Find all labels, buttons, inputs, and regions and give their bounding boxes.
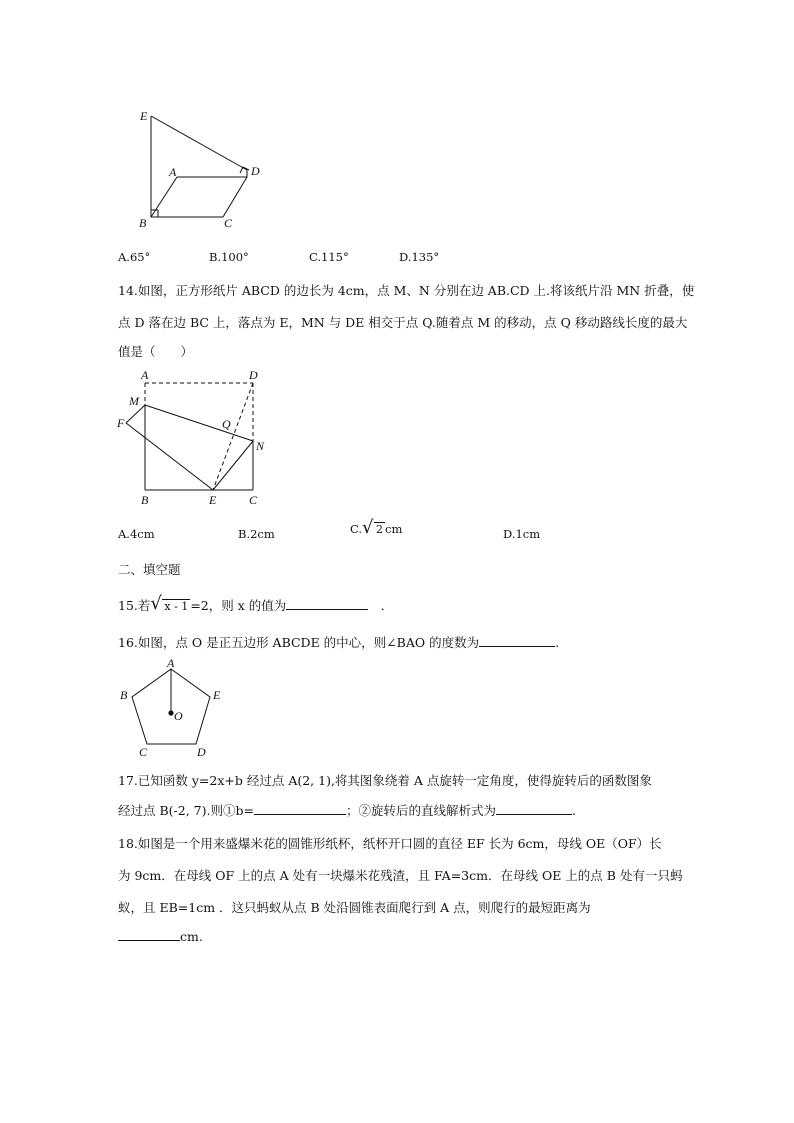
label-d: D — [249, 368, 258, 382]
sqrt-expression — [362, 517, 385, 538]
q15-prefix: 15.若 — [118, 598, 151, 613]
q14-choice-c — [350, 517, 403, 538]
q14-figure — [114, 366, 274, 511]
segment-en — [213, 441, 253, 490]
q17-text-c: . — [571, 803, 576, 818]
q18-suffix: cm. — [180, 929, 203, 944]
q17-line-2 — [118, 801, 576, 819]
q18-line-3: 蚁，且 EB=1cm ．这只蚂蚁从点 B 处沿圆锥表面爬行到 A 点，则爬行的最短距离为 — [118, 900, 591, 915]
q13-choice-a: A.65° — [118, 250, 151, 264]
label-e: E — [140, 109, 148, 123]
q14-choice-b: B.2cm — [238, 527, 275, 541]
q16-answer-blank[interactable] — [479, 633, 555, 647]
q17-answer-blank-1[interactable] — [254, 801, 346, 815]
label-a: A — [141, 368, 149, 382]
q16-figure — [112, 656, 237, 761]
sqrt-expression — [150, 593, 190, 614]
q16-line — [118, 633, 559, 651]
q15-suffix: ． — [380, 598, 394, 613]
q18-line-4 — [118, 927, 203, 944]
center-point-o — [168, 710, 173, 715]
right-angle-d-marker — [240, 167, 249, 173]
q14-choice-c-suffix: cm — [385, 522, 403, 536]
q15-radicand: x - 1 — [164, 600, 189, 613]
q18-line-1: 18.如图是一个用来盛爆米花的圆锥形纸杯，纸杯开口圆的直径 EF 长为 6cm，母线 OE（OF）长 — [118, 836, 662, 851]
q17-answer-blank-2[interactable] — [496, 801, 572, 815]
q13-choice-b: B.100° — [209, 250, 249, 264]
label-e: E — [209, 493, 217, 507]
q14-choice-a: A.4cm — [118, 527, 155, 541]
label-d: D — [197, 745, 206, 759]
dashed-de — [213, 383, 253, 490]
q16-text: 16.如图，点 O 是正五边形 ABCDE 的中心，则∠BAO 的度数为 — [118, 635, 480, 650]
q14-line-1: 14.如图，正方形纸片 ABCD 的边长为 4cm，点 M、N 分别在边 AB.CD 上.将该纸片沿 MN 折叠，使 — [118, 283, 695, 298]
q13-choice-c: C.115° — [309, 250, 349, 264]
label-o: O — [174, 709, 183, 723]
q17-text-b: ；②旋转后的直线解析式为 — [345, 803, 496, 818]
q14-choice-d: D.1cm — [503, 527, 541, 541]
label-c: C — [139, 745, 148, 759]
q14-choice-c-radicand: 2 — [376, 523, 384, 536]
label-a: A — [169, 165, 177, 179]
label-b: B — [141, 493, 149, 507]
q15-line — [118, 593, 394, 614]
segment-mn — [145, 405, 253, 441]
q14-line-3: 值是（ ） — [118, 344, 194, 359]
segment-fe — [126, 423, 213, 490]
q17-line-1: 17.已知函数 y=2x+b 经过点 A(2, 1),将其图象绕着 A 点旋转一定角度，使得旋转后的函数图象 — [118, 773, 652, 788]
label-b: B — [139, 216, 147, 230]
q14-line-2: 点 D 落在边 BC 上，落点为 E，MN 与 DE 相交于点 Q.随着点 M 的移动，点 Q 移动路线长度的最大 — [118, 315, 688, 330]
q13-figure — [134, 104, 264, 234]
label-c: C — [249, 493, 258, 507]
label-n: N — [256, 439, 265, 453]
segment-ab — [151, 177, 177, 217]
label-b: B — [120, 688, 128, 702]
label-a: A — [167, 656, 175, 670]
label-e: E — [213, 688, 221, 702]
label-q: Q — [222, 417, 231, 431]
sqrt-icon: √ — [150, 593, 162, 614]
q15-answer-blank[interactable] — [286, 596, 368, 610]
q13-choice-d: D.135° — [399, 250, 440, 264]
q15-middle: =2，则 x 的值为 — [190, 598, 287, 613]
sqrt-icon: √ — [362, 517, 374, 538]
segment-cd — [223, 177, 247, 217]
q16-suffix: . — [555, 635, 560, 650]
label-f: F — [117, 416, 125, 430]
section-title: 二、填空题 — [118, 562, 181, 577]
label-d: D — [251, 164, 260, 178]
q18-answer-blank[interactable] — [118, 927, 180, 941]
q14-choice-c-prefix: C. — [350, 522, 363, 536]
segment-ed — [151, 116, 247, 170]
label-c: C — [224, 216, 233, 230]
label-m: M — [129, 394, 139, 408]
q17-text-a: 经过点 B(-2, 7).则①b= — [118, 803, 254, 818]
q18-line-2: 为 9cm．在母线 OF 上的点 A 处有一块爆米花残渣，且 FA=3cm．在母线 OE 上的点 B 处有一只蚂 — [118, 868, 683, 883]
